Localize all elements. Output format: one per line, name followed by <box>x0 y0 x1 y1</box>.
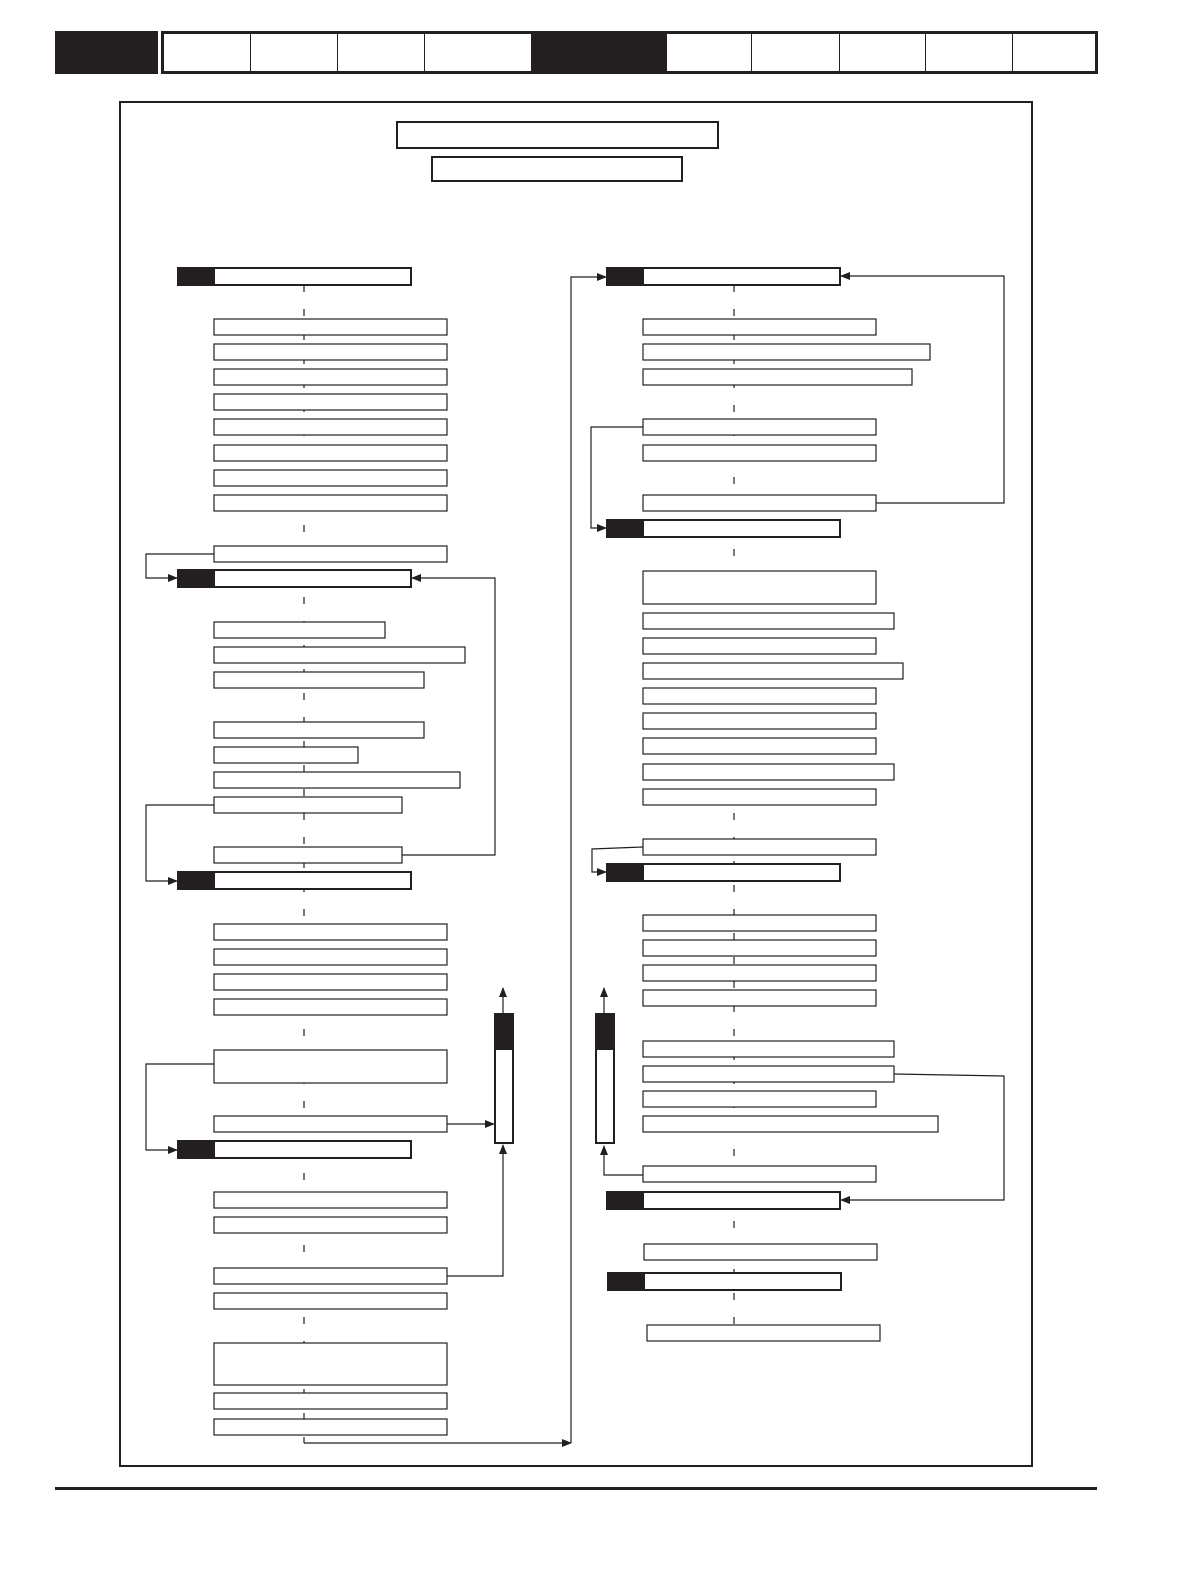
parameter-box-left <box>214 847 402 863</box>
parameter-box-right <box>643 789 876 805</box>
section-header-right <box>607 864 840 881</box>
link-arrow <box>604 1146 643 1175</box>
parameter-box-right <box>643 940 876 956</box>
parameter-box-right <box>643 495 876 511</box>
parameter-box-right <box>643 571 876 604</box>
parameter-box-left <box>214 772 460 788</box>
parameter-box-left <box>214 1268 447 1284</box>
loop-arrow <box>591 427 643 528</box>
parameter-box-left <box>214 1050 447 1083</box>
parameter-box-left <box>214 419 447 435</box>
section-header-left <box>178 570 411 587</box>
parameter-box-left <box>214 1217 447 1233</box>
parameter-box-right <box>643 445 876 461</box>
section-header-tag <box>608 1273 645 1290</box>
section-header-tag <box>178 268 215 285</box>
parameter-box-left <box>214 1419 447 1435</box>
parameter-box-right <box>643 344 930 360</box>
parameter-box-left <box>214 924 447 940</box>
parameter-box-right <box>647 1325 880 1341</box>
section-header-tag <box>178 1141 215 1158</box>
section-header-tag <box>607 520 644 537</box>
parameter-box-left <box>214 797 402 813</box>
section-header-tag <box>607 864 644 881</box>
continuation-arrow <box>571 277 606 1443</box>
link-arrow <box>447 1145 503 1276</box>
section-header-left <box>178 1141 411 1158</box>
parameter-box-left <box>214 974 447 990</box>
parameter-box-right <box>643 915 876 931</box>
parameter-box-left <box>214 1116 447 1132</box>
section-header-right <box>607 520 840 537</box>
section-header-left <box>178 872 411 889</box>
side-bar-tag <box>495 1014 513 1050</box>
side-bar-left <box>495 1014 513 1143</box>
parameter-box-right <box>643 613 894 629</box>
parameter-box-left <box>214 1393 447 1409</box>
parameter-box-right <box>643 990 876 1006</box>
parameter-box-right <box>643 369 912 385</box>
side-bar-right <box>596 1014 614 1143</box>
parameter-box-right <box>643 965 876 981</box>
parameter-box-right <box>644 1244 877 1260</box>
loop-arrow <box>146 1064 214 1150</box>
section-header-right <box>608 1273 841 1290</box>
parameter-box-left <box>214 369 447 385</box>
parameter-box-left <box>214 495 447 511</box>
section-header-tag <box>607 1192 644 1209</box>
parameter-box-left <box>214 722 424 738</box>
parameter-box-left <box>214 747 358 763</box>
parameter-box-left <box>214 672 424 688</box>
parameter-box-left <box>214 1343 447 1385</box>
parameter-box-left <box>214 344 447 360</box>
section-header-tag <box>178 570 215 587</box>
parameter-box-right <box>643 1166 876 1182</box>
parameter-box-right <box>643 839 876 855</box>
parameter-box-right <box>643 638 876 654</box>
section-header-tag <box>178 872 215 889</box>
parameter-box-right <box>643 738 876 754</box>
parameter-box-right <box>643 1041 894 1057</box>
loop-arrow <box>146 805 214 881</box>
parameter-box-left <box>214 445 447 461</box>
parameter-box-left <box>214 1192 447 1208</box>
parameter-box-left <box>214 470 447 486</box>
parameter-box-right <box>643 688 876 704</box>
parameter-box-right <box>643 419 876 435</box>
parameter-box-right <box>643 319 876 335</box>
section-header-right <box>607 1192 840 1209</box>
parameter-box-left <box>214 319 447 335</box>
parameter-box-right <box>643 764 894 780</box>
loop-arrow <box>841 276 1004 503</box>
footer-rule <box>55 1487 1097 1490</box>
section-header-left <box>178 268 411 285</box>
parameter-box-left <box>214 1293 447 1309</box>
side-bar-tag <box>596 1014 614 1050</box>
parameter-box-right <box>643 663 903 679</box>
parameter-box-left <box>214 394 447 410</box>
parameter-box-left <box>214 647 465 663</box>
parameter-box-left <box>214 999 447 1015</box>
parameter-box-right <box>643 1066 894 1082</box>
parameter-box-right <box>643 1091 876 1107</box>
parameter-box-right <box>643 1116 938 1132</box>
section-header-right <box>607 268 840 285</box>
parameter-box-left <box>214 949 447 965</box>
loop-arrow <box>402 578 495 855</box>
parameter-box-right <box>643 713 876 729</box>
section-header-tag <box>607 268 644 285</box>
parameter-box-left <box>214 546 447 562</box>
parameter-box-left <box>214 622 385 638</box>
